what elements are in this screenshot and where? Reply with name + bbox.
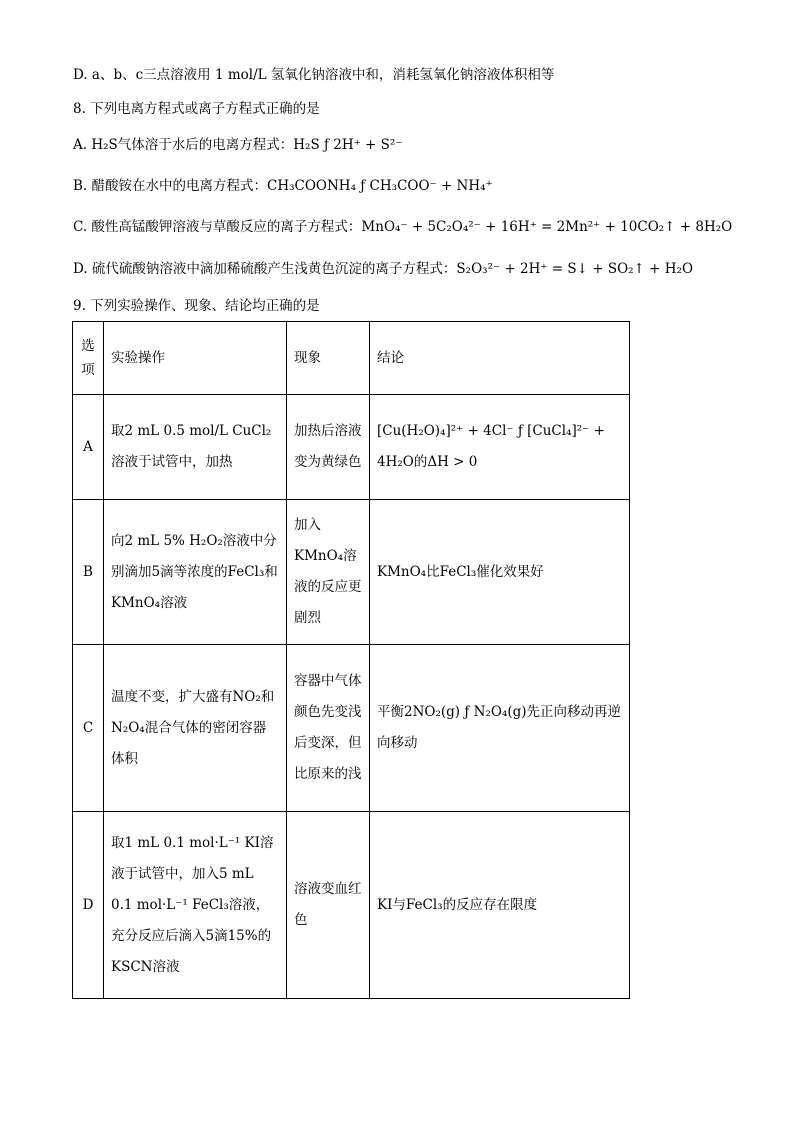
question-8-option-a: A. H₂S气体溶于水后的电离方程式：H₂S ƒ 2H⁺ + S²⁻ [73,137,403,153]
question-8-stem: 8. 下列电离方程式或离子方程式正确的是 [73,101,320,117]
header-option-text: 选项 [81,338,95,378]
row-a-operation: 取2 mL 0.5 mol/L CuCl₂溶液于试管中，加热 [104,395,287,500]
header-option [73,322,104,395]
row-b-conclusion: KMnO₄比FeCl₃催化效果好 [370,500,630,645]
row-c-operation: 温度不变，扩大盛有NO₂和N₂O₄混合气体的密闭容器体积 [104,645,287,812]
row-a-phenomenon: 加热后溶液变为黄绿色 [287,395,370,500]
header-operation: 实验操作 [104,322,287,395]
question-8-option-c: C. 酸性高锰酸钾溶液与草酸反应的离子方程式：MnO₄⁻ + 5C₂O₄²⁻ + 16H⁺ = 2Mn²⁺ + 10CO₂↑ + 8H₂O [73,219,733,235]
row-a-conclusion: [Cu(H₂O)₄]²⁺ + 4Cl⁻ ƒ [CuCl₄]²⁻ + 4H₂O的ΔH > 0 [370,395,630,500]
question-9-stem: 9. 下列实验操作、现象、结论均正确的是 [73,298,320,314]
row-c-conclusion: 平衡2NO₂(g) ƒ N₂O₄(g)先正向移动再逆向移动 [370,645,630,812]
row-d-operation: 取1 mL 0.1 mol·L⁻¹ KI溶液于试管中，加入5 mL 0.1 mol·L⁻¹ FeCl₃溶液，充分反应后滴入5滴15%的KSCN溶液 [104,812,287,999]
table-row [73,645,630,812]
row-b-operation: 向2 mL 5% H₂O₂溶液中分别滴加5滴等浓度的FeCl₃和KMnO₄溶液 [104,500,287,645]
table-row [73,395,630,500]
question-8-option-b: B. 醋酸铵在水中的电离方程式：CH₃COONH₄ ƒ CH₃COO⁻ + NH₄⁺ [73,178,493,194]
table-header-row [73,322,630,395]
table-row [73,500,630,645]
row-c-phenomenon: 容器中气体颜色先变浅后变深，但比原来的浅 [287,645,370,812]
option-d-previous: D. a、b、c三点溶液用 1 mol/L 氢氧化钠溶液中和，消耗氢氧化钠溶液体积相等 [73,67,555,83]
row-b-phenomenon: 加入KMnO₄溶液的反应更剧烈 [287,500,370,645]
experiment-table [72,321,630,999]
table-row [73,812,630,999]
row-d-option: D [73,812,104,999]
row-b-option: B [73,500,104,645]
header-conclusion: 结论 [370,322,630,395]
row-d-phenomenon: 溶液变血红色 [287,812,370,999]
row-d-conclusion: KI与FeCl₃的反应存在限度 [370,812,630,999]
row-a-option: A [73,395,104,500]
row-c-option: C [73,645,104,812]
question-8-option-d: D. 硫代硫酸钠溶液中滴加稀硫酸产生浅黄色沉淀的离子方程式：S₂O₃²⁻ + 2H⁺ = S↓ + SO₂↑ + H₂O [73,261,694,277]
header-phenomenon: 现象 [287,322,370,395]
